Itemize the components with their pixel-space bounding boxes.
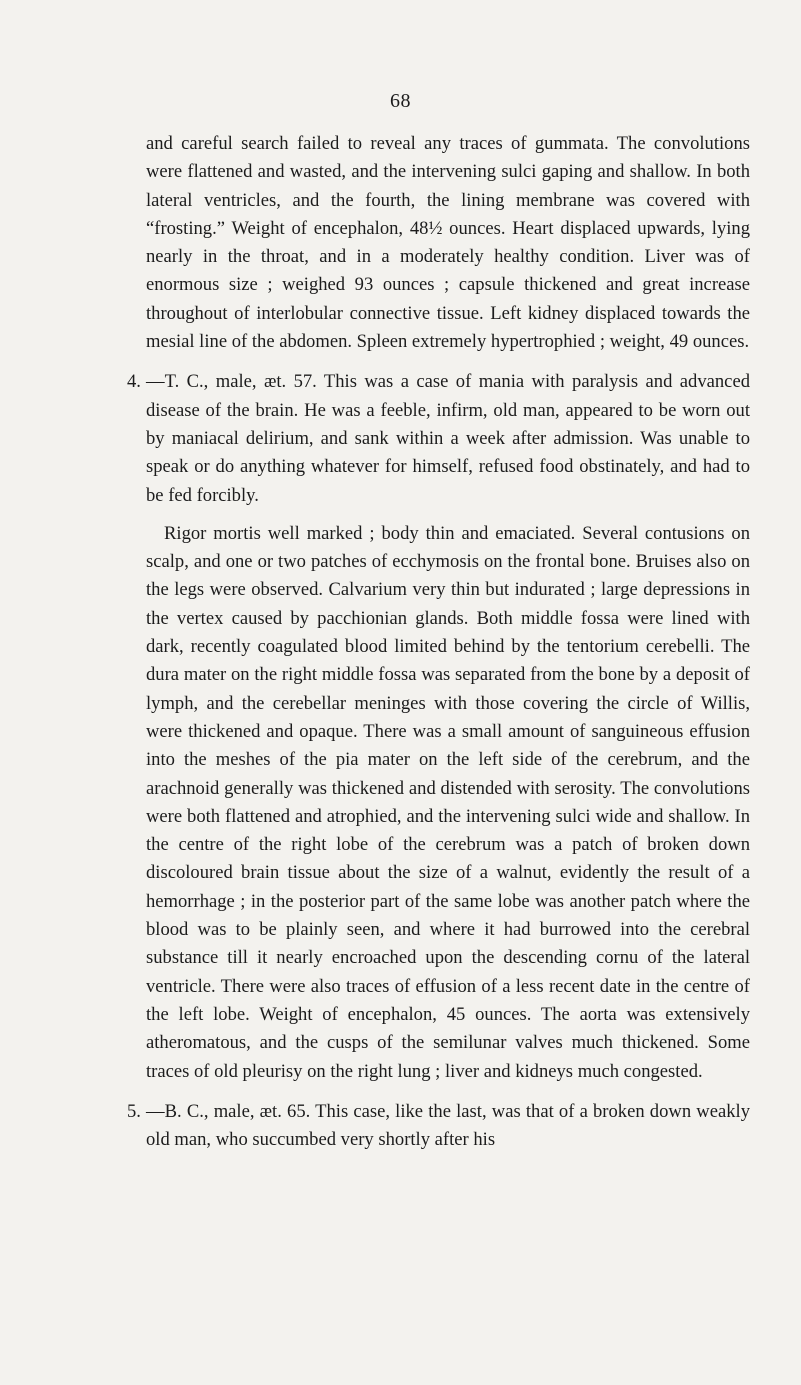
case-4-findings: Rigor mortis well marked ; body thin and emaciated. Several contusions on scalp, and one or two patches of ecchymosis on the frontal bone. Bruises also on the legs were observed. Calvarium very thin but indurated ; large depressions in the vertex caused by pacchionian glands. Both middle fossa were lined with dark, recently coagulated blood limited behind by the tentorium cerebelli. The dura mater on the right middle fossa was separated from the bone by a deposit of lymph, and the cerebellar meninges with those covering the circle of Willis, were thickened and opaque. There was a small amount of sanguineous effusion into the meshes of the pia mater on the left side of the cerebrum, and the arachnoid generally was thickened and distended with serosity. The convolutions were both flattened and atrophied, and the intervening sulci wide and shallow. In the centre of the right lobe of the cerebrum was a patch of broken down discoloured brain tissue about the size of a walnut, evidently the result of a hemorrhage ; in the posterior part of the same lobe was another patch where the blood was to be plainly seen, and where it had burrowed into the cerebral substance till it nearly encroached upon the descending cornu of the lateral ventricle. There were also traces of effusion of a less recent date in the centre of the left lobe. Weight of encephalon, 45 ounces. The aorta was extensively atheromatous, and the cusps of the semilunar valves much thickened. Some traces of old pleurisy on the right lung ; liver and kidneys much congested. — [146, 522, 750, 1082]
case-5 — [127, 1098, 750, 1155]
page-number: 68 — [390, 90, 411, 112]
case-5-number: 5. — [127, 1100, 141, 1122]
case-4-number: 4. — [127, 371, 141, 393]
case-5-intro: —B. C., male, æt. 65. This case, like the last, was that of a broken down weakly old man, who succumbed very shortly after his — [146, 1100, 750, 1151]
case-4 — [127, 368, 750, 1085]
body-text — [127, 130, 750, 1154]
case-4-intro: —T. C., male, æt. 57. This was a case of mania with paralysis and advanced disease of the brain. He was a feeble, infirm, old man, appeared to be worn out by maniacal delirium, and sank within a week after admission. Was unable to speak or do anything whatever for himself, refused food obstinately, and had to be fed forcibly. — [146, 371, 750, 506]
paragraph-continuation: and careful search failed to reveal any traces of gummata. The convolutions were flattened and wasted, and the intervening sulci gaping and shallow. In both lateral ventricles, and the fourth, the lining membrane was covered with “frosting.” Weight of encephalon, 48½ ounces. Heart displaced upwards, lying nearly in the throat, and in a moderately healthy condition. Liver was of enormous size ; weighed 93 ounces ; capsule thickened and great increase throughout of interlobular connective tissue. Left kidney displaced towards the mesial line of the abdomen. Spleen extremely hypertrophied ; weight, 49 ounces. — [146, 133, 750, 353]
